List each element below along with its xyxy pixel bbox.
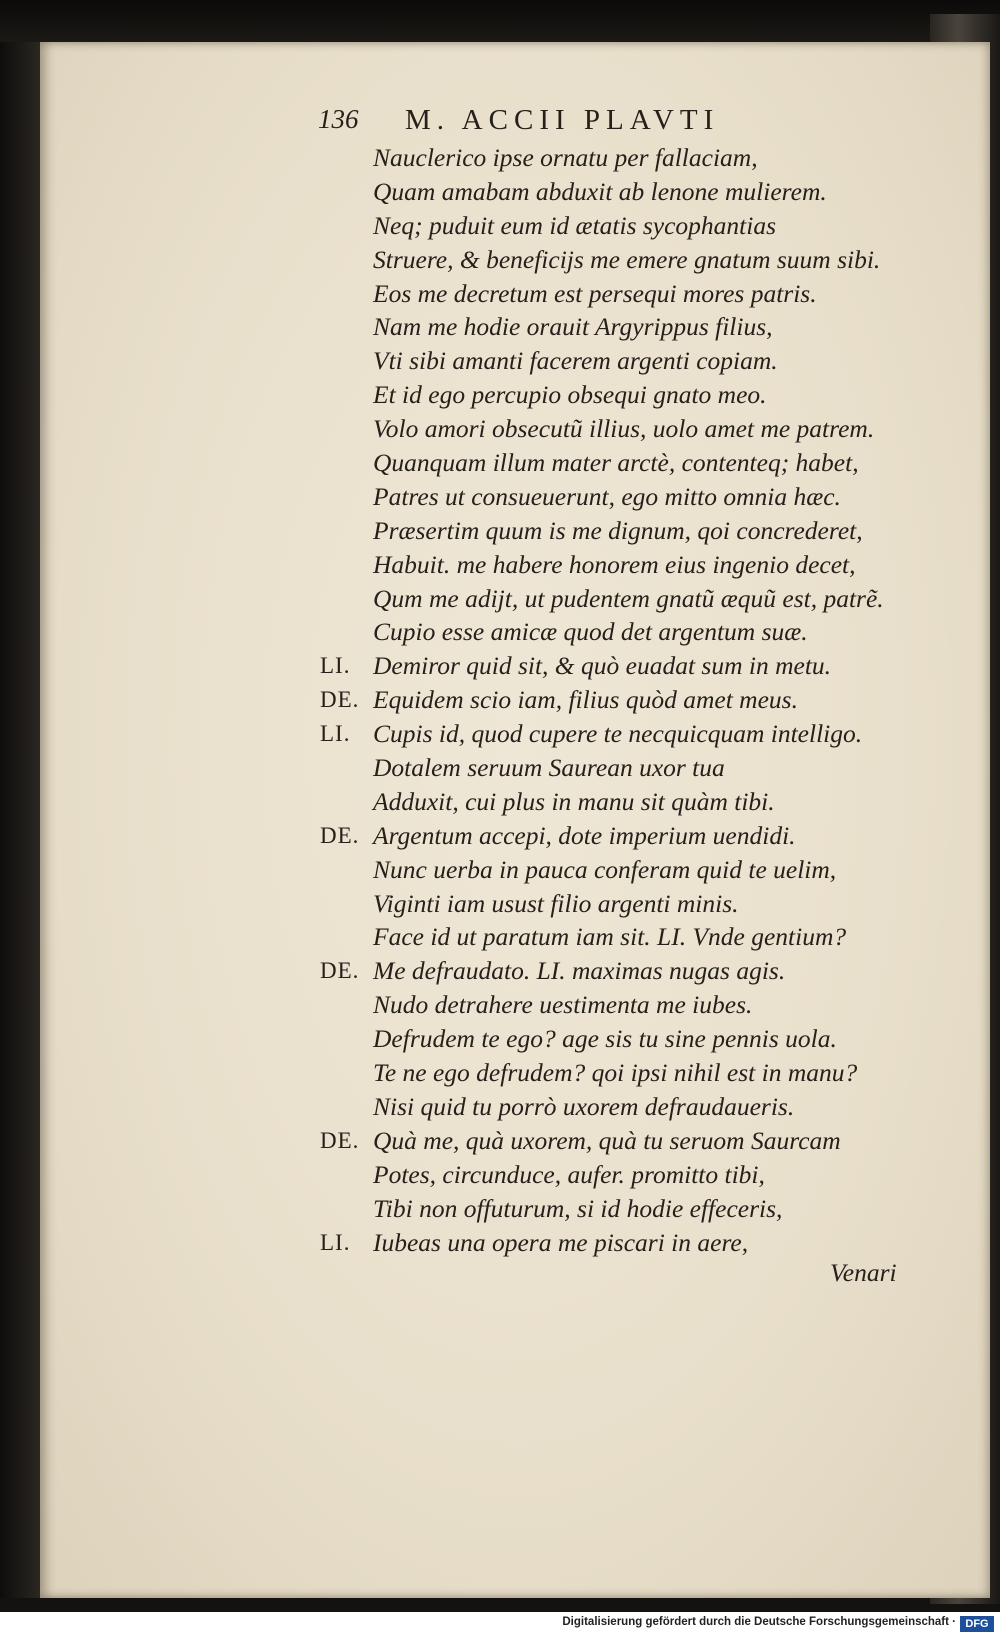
- verse-line: [0, 1192, 1000, 1226]
- speaker-label: DE.: [320, 1127, 360, 1153]
- verse-line-text: Argentum accepi, dote imperium uendidi.: [373, 820, 796, 850]
- verse-line: [0, 954, 1000, 988]
- dfg-logo: DFG: [960, 1616, 994, 1632]
- verse-line: [0, 344, 1000, 378]
- verse-line-text: Dotalem seruum Saurean uxor tua: [373, 753, 725, 783]
- verse-line: [0, 480, 1000, 514]
- speaker-label: LI.: [320, 1229, 351, 1255]
- verse-line-text: Vti sibi amanti facerem argenti copiam.: [373, 346, 778, 376]
- verse-line: [0, 582, 1000, 616]
- verse-line: [0, 446, 1000, 480]
- verse-line-text: Tibi non offuturum, si id hodie effeceris,: [373, 1193, 783, 1223]
- speaker-label: DE.: [320, 687, 360, 713]
- verse-line: [0, 1022, 1000, 1056]
- footer-bar: [0, 1612, 1000, 1636]
- verse-line-text: Cupis id, quod cupere te necquicquam intelligo.: [373, 719, 863, 749]
- verse-text: [0, 141, 1000, 1259]
- verse-line: [0, 649, 1000, 683]
- scan-background-top: [0, 0, 1000, 42]
- speaker-label: DE.: [320, 822, 360, 848]
- running-head: M. ACCII PLAVTI: [405, 104, 720, 136]
- verse-line: [0, 141, 1000, 175]
- verse-line: [0, 683, 1000, 717]
- verse-line: [0, 1056, 1000, 1090]
- catchword: Venari: [830, 1258, 897, 1287]
- speaker-label: LI.: [320, 721, 351, 747]
- verse-line-text: Quanquam illum mater arctè, contenteq; habet,: [373, 448, 859, 478]
- verse-line-text: Habuit. me habere honorem eius ingenio decet,: [373, 549, 856, 579]
- speaker-label: DE.: [320, 958, 360, 984]
- verse-line-text: Quà me, quà uxorem, quà tu seruom Saurcam: [373, 1125, 841, 1155]
- verse-line: [0, 1226, 1000, 1260]
- verse-line: [0, 887, 1000, 921]
- verse-line: [0, 1090, 1000, 1124]
- verse-line: [0, 412, 1000, 446]
- verse-line-text: Potes, circunduce, aufer. promitto tibi,: [373, 1159, 765, 1189]
- verse-line: [0, 209, 1000, 243]
- verse-line-text: Demiror quid sit, & quò euadat sum in metu.: [373, 651, 832, 681]
- verse-line: [0, 310, 1000, 344]
- verse-line-text: Nudo detrahere uestimenta me iubes.: [373, 990, 753, 1020]
- verse-line: [0, 514, 1000, 548]
- verse-line-text: Neq; puduit eum id ætatis sycophantias: [373, 210, 777, 240]
- verse-line: [0, 717, 1000, 751]
- verse-line-text: Nisi quid tu porrò uxorem defraudaueris.: [373, 1091, 795, 1121]
- verse-line: [0, 277, 1000, 311]
- verse-line-text: Cupio esse amicæ quod det argentum suæ.: [373, 617, 808, 647]
- verse-line-text: Qum me adijt, ut pudentem gnatũ æquũ est, patrẽ.: [373, 583, 884, 613]
- verse-line: [0, 378, 1000, 412]
- verse-line-text: Nunc uerba in pauca conferam quid te uelim,: [373, 854, 837, 884]
- verse-line-text: Nam me hodie orauit Argyrippus filius,: [373, 312, 773, 342]
- verse-line-text: Face id ut paratum iam sit. LI. Vnde gentium?: [373, 922, 847, 952]
- verse-line-text: Te ne ego defrudem? qoi ipsi nihil est in manu?: [373, 1058, 858, 1088]
- footer-credit: Digitalisierung gefördert durch die Deutsche Forschungsgemeinschaft ·: [562, 1616, 956, 1628]
- verse-line: [0, 819, 1000, 853]
- verse-line: [0, 920, 1000, 954]
- verse-line: [0, 785, 1000, 819]
- verse-line-text: Patres ut consueuerunt, ego mitto omnia hæc.: [373, 481, 841, 511]
- verse-line: [0, 988, 1000, 1022]
- verse-line-text: Iubeas una opera me piscari in aere,: [373, 1227, 749, 1257]
- verse-line: [0, 243, 1000, 277]
- verse-line-text: Equidem scio iam, filius quòd amet meus.: [373, 685, 798, 715]
- verse-line-text: Eos me decretum est persequi mores patris.: [373, 278, 817, 308]
- verse-line-text: Quam amabam abduxit ab lenone mulierem.: [373, 176, 827, 206]
- verse-line: [0, 1158, 1000, 1192]
- verse-line-text: Viginti iam usust filio argenti minis.: [373, 888, 739, 918]
- speaker-label: LI.: [320, 653, 351, 679]
- verse-line-text: Et id ego percupio obsequi gnato meo.: [373, 380, 767, 410]
- page-number: 136: [318, 104, 359, 134]
- verse-line-text: Volo amori obsecutũ illius, uolo amet me patrem.: [373, 414, 875, 444]
- verse-line-text: Nauclerico ipse ornatu per fallaciam,: [373, 143, 758, 172]
- verse-line-text: Adduxit, cui plus in manu sit quàm tibi.: [373, 786, 775, 816]
- verse-line-text: Me defraudato. LI. maximas nugas agis.: [373, 956, 786, 986]
- verse-line: [0, 1124, 1000, 1158]
- verse-line: [0, 548, 1000, 582]
- verse-line: [0, 751, 1000, 785]
- verse-line: [0, 175, 1000, 209]
- verse-line-text: Defrudem te ego? age sis tu sine pennis uola.: [373, 1024, 837, 1054]
- verse-line: [0, 615, 1000, 649]
- verse-line-text: Præsertim quum is me dignum, qoi concrederet,: [373, 515, 863, 545]
- verse-line: [0, 853, 1000, 887]
- verse-line-text: Struere, & beneficijs me emere gnatum suum sibi.: [373, 244, 881, 274]
